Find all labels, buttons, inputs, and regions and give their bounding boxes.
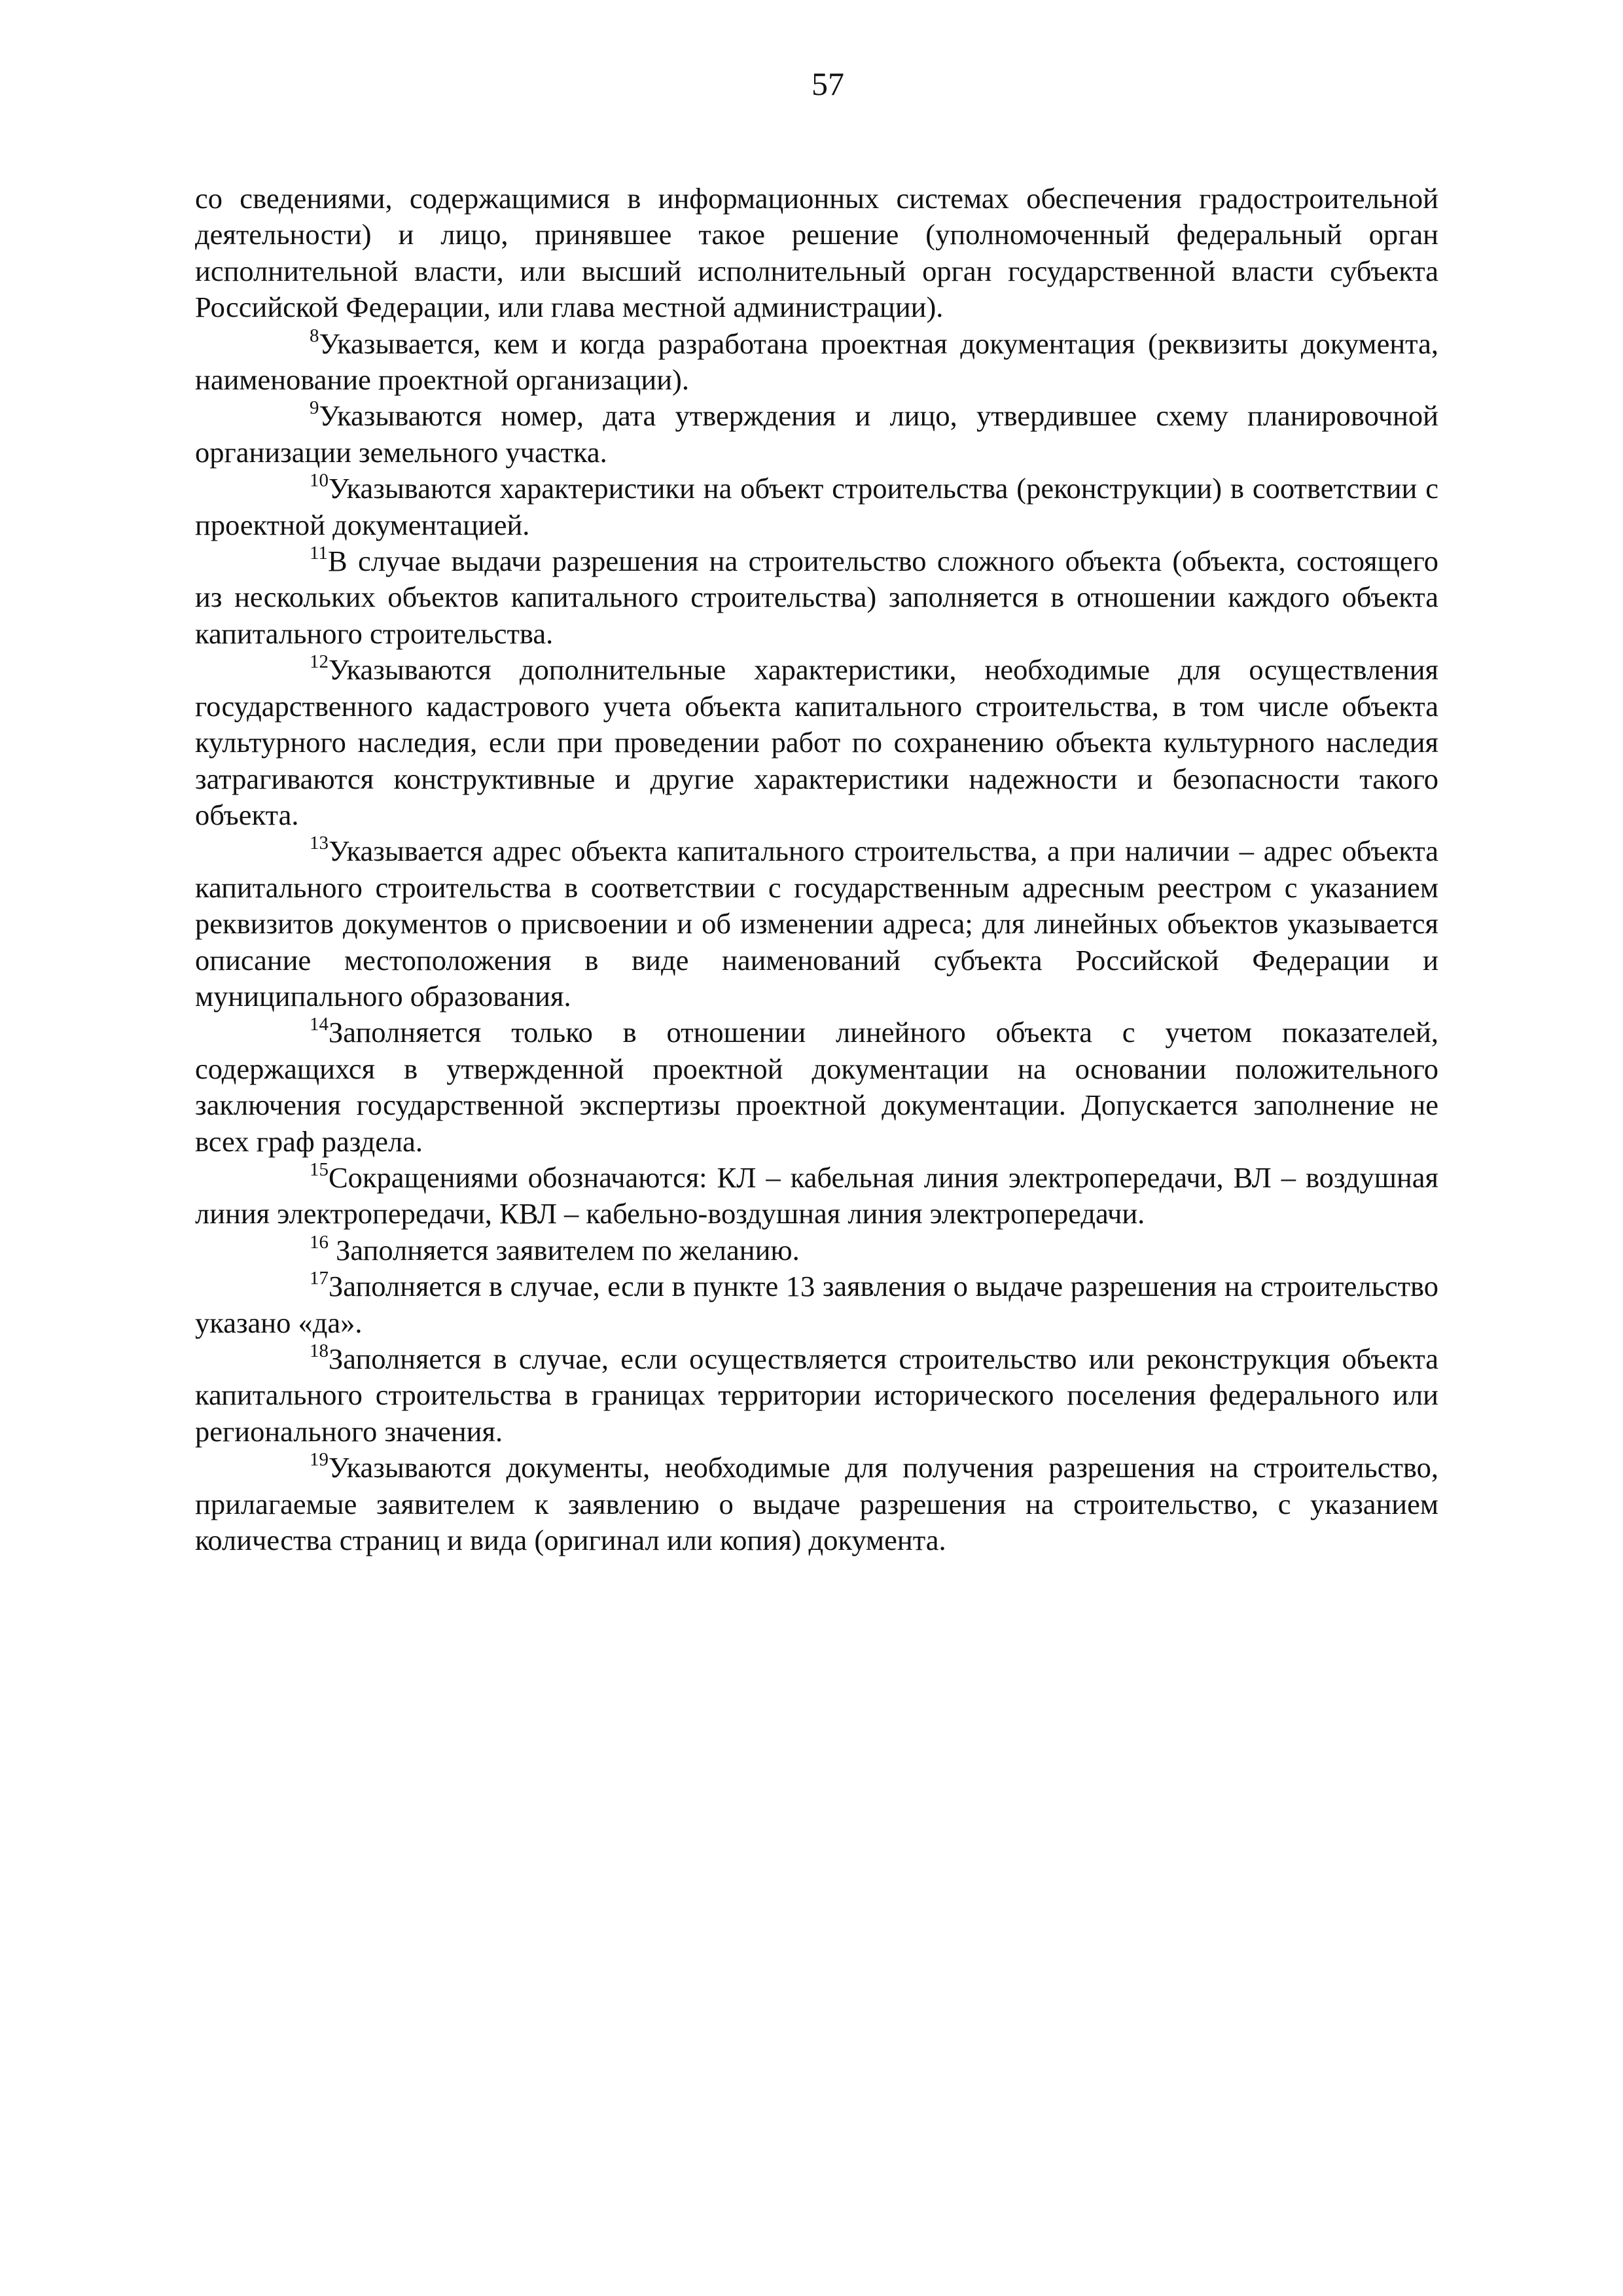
footnote-8 [195, 326, 1438, 399]
footnote-12 [195, 652, 1438, 833]
footnote-number: 12 [310, 651, 329, 673]
footnote-text: Сокращениями обозначаются: КЛ – кабельная линия электропередачи, ВЛ – воздушная линия электропередачи, КВЛ – кабельно-воздушная линия электропередачи. [195, 1160, 1438, 1230]
footnote-number: 17 [310, 1268, 329, 1289]
footnote-15 [195, 1160, 1438, 1232]
footnote-text: Заполняется в случае, если в пункте 13 заявления о выдаче разрешения на строительство указано «да». [195, 1270, 1438, 1339]
footnote-text: Заполняется только в отношении линейного объекта с учетом показателей, содержащихся в утвержденной проектной документации на основании положительного заключения государственной экспертизы проектной документации. Допускается заполнение не всех граф раздела. [195, 1016, 1438, 1158]
footnote-text: В случае выдачи разрешения на строительство сложного объекта (объекта, состоящего из нескольких объектов капитального строительства) заполняется в отношении каждого объекта капитального строительства. [195, 545, 1438, 650]
footnote-14 [195, 1014, 1438, 1160]
footnote-13 [195, 833, 1438, 1014]
footnote-9 [195, 398, 1438, 471]
footnote-19 [195, 1450, 1438, 1558]
footnotes-block [195, 181, 1438, 1558]
footnote-10 [195, 471, 1438, 543]
footnote-number: 15 [310, 1159, 329, 1180]
page-number: 57 [812, 65, 844, 102]
footnote-number: 19 [310, 1449, 329, 1471]
footnote-18 [195, 1341, 1438, 1450]
footnote-text: Заполняется в случае, если осуществляется строительство или реконструкция объекта капитального строительства в границах территории исторического поселения федерального или регионального значения. [195, 1342, 1438, 1448]
footnote-text: Указываются характеристики на объект строительства (реконструкции) в соответствии с проектной документацией. [195, 472, 1438, 541]
footnote-text: Указывается адрес объекта капитального строительства, а при наличии – адрес объекта капитального строительства в соответствии с государственным адресным реестром с указанием реквизитов документов о присвоении и об изменении адреса; для линейных объектов указывается описание местоположения в виде наименований субъекта Российской Федерации и муниципального образования. [195, 834, 1438, 1013]
footnote-text: Указываются дополнительные характеристики, необходимые для осуществления государственного кадастрового учета объекта капитального строительства, в том числе объекта культурного наследия, если при проведении работ по сохранению объекта культурного наследия затрагиваются конструктивные и другие характеристики надежности и безопасности такого объекта. [195, 653, 1438, 831]
footnote-number: 11 [310, 543, 328, 564]
footnote-17 [195, 1268, 1438, 1341]
footnote-text: Указывается, кем и когда разработана проектная документация (реквизиты документа, наименование проектной организации). [195, 327, 1438, 397]
continuation-paragraph: со сведениями, содержащимися в информационных системах обеспечения градостроительной деятельности) и лицо, принявшее такое решение (уполномоченный федеральный орган исполнительной власти, или высший исполнительный орган государственной власти субъекта Российской Федерации, или глава местной администрации). [195, 182, 1438, 324]
footnote-number: 16 [310, 1231, 329, 1253]
footnote-number: 9 [310, 397, 319, 419]
footnote-number: 10 [310, 470, 329, 492]
footnote-number: 8 [310, 325, 319, 346]
footnote-number: 14 [310, 1014, 329, 1035]
footnote-text: Указываются номер, дата утверждения и лицо, утвердившее схему планировочной организации земельного участка. [195, 399, 1438, 469]
footnote-text: Указываются документы, необходимые для получения разрешения на строительство, прилагаемые заявителем к заявлению о выдаче разрешения на строительство, с указанием количества страниц и вида (оригинал или копия) документа. [195, 1451, 1438, 1557]
footnote-16 [195, 1232, 1438, 1268]
footnote-number: 13 [310, 833, 329, 854]
footnote-11 [195, 543, 1438, 652]
footnote-number: 18 [310, 1340, 329, 1362]
footnote-text: Заполняется заявителем по желанию. [329, 1233, 800, 1266]
